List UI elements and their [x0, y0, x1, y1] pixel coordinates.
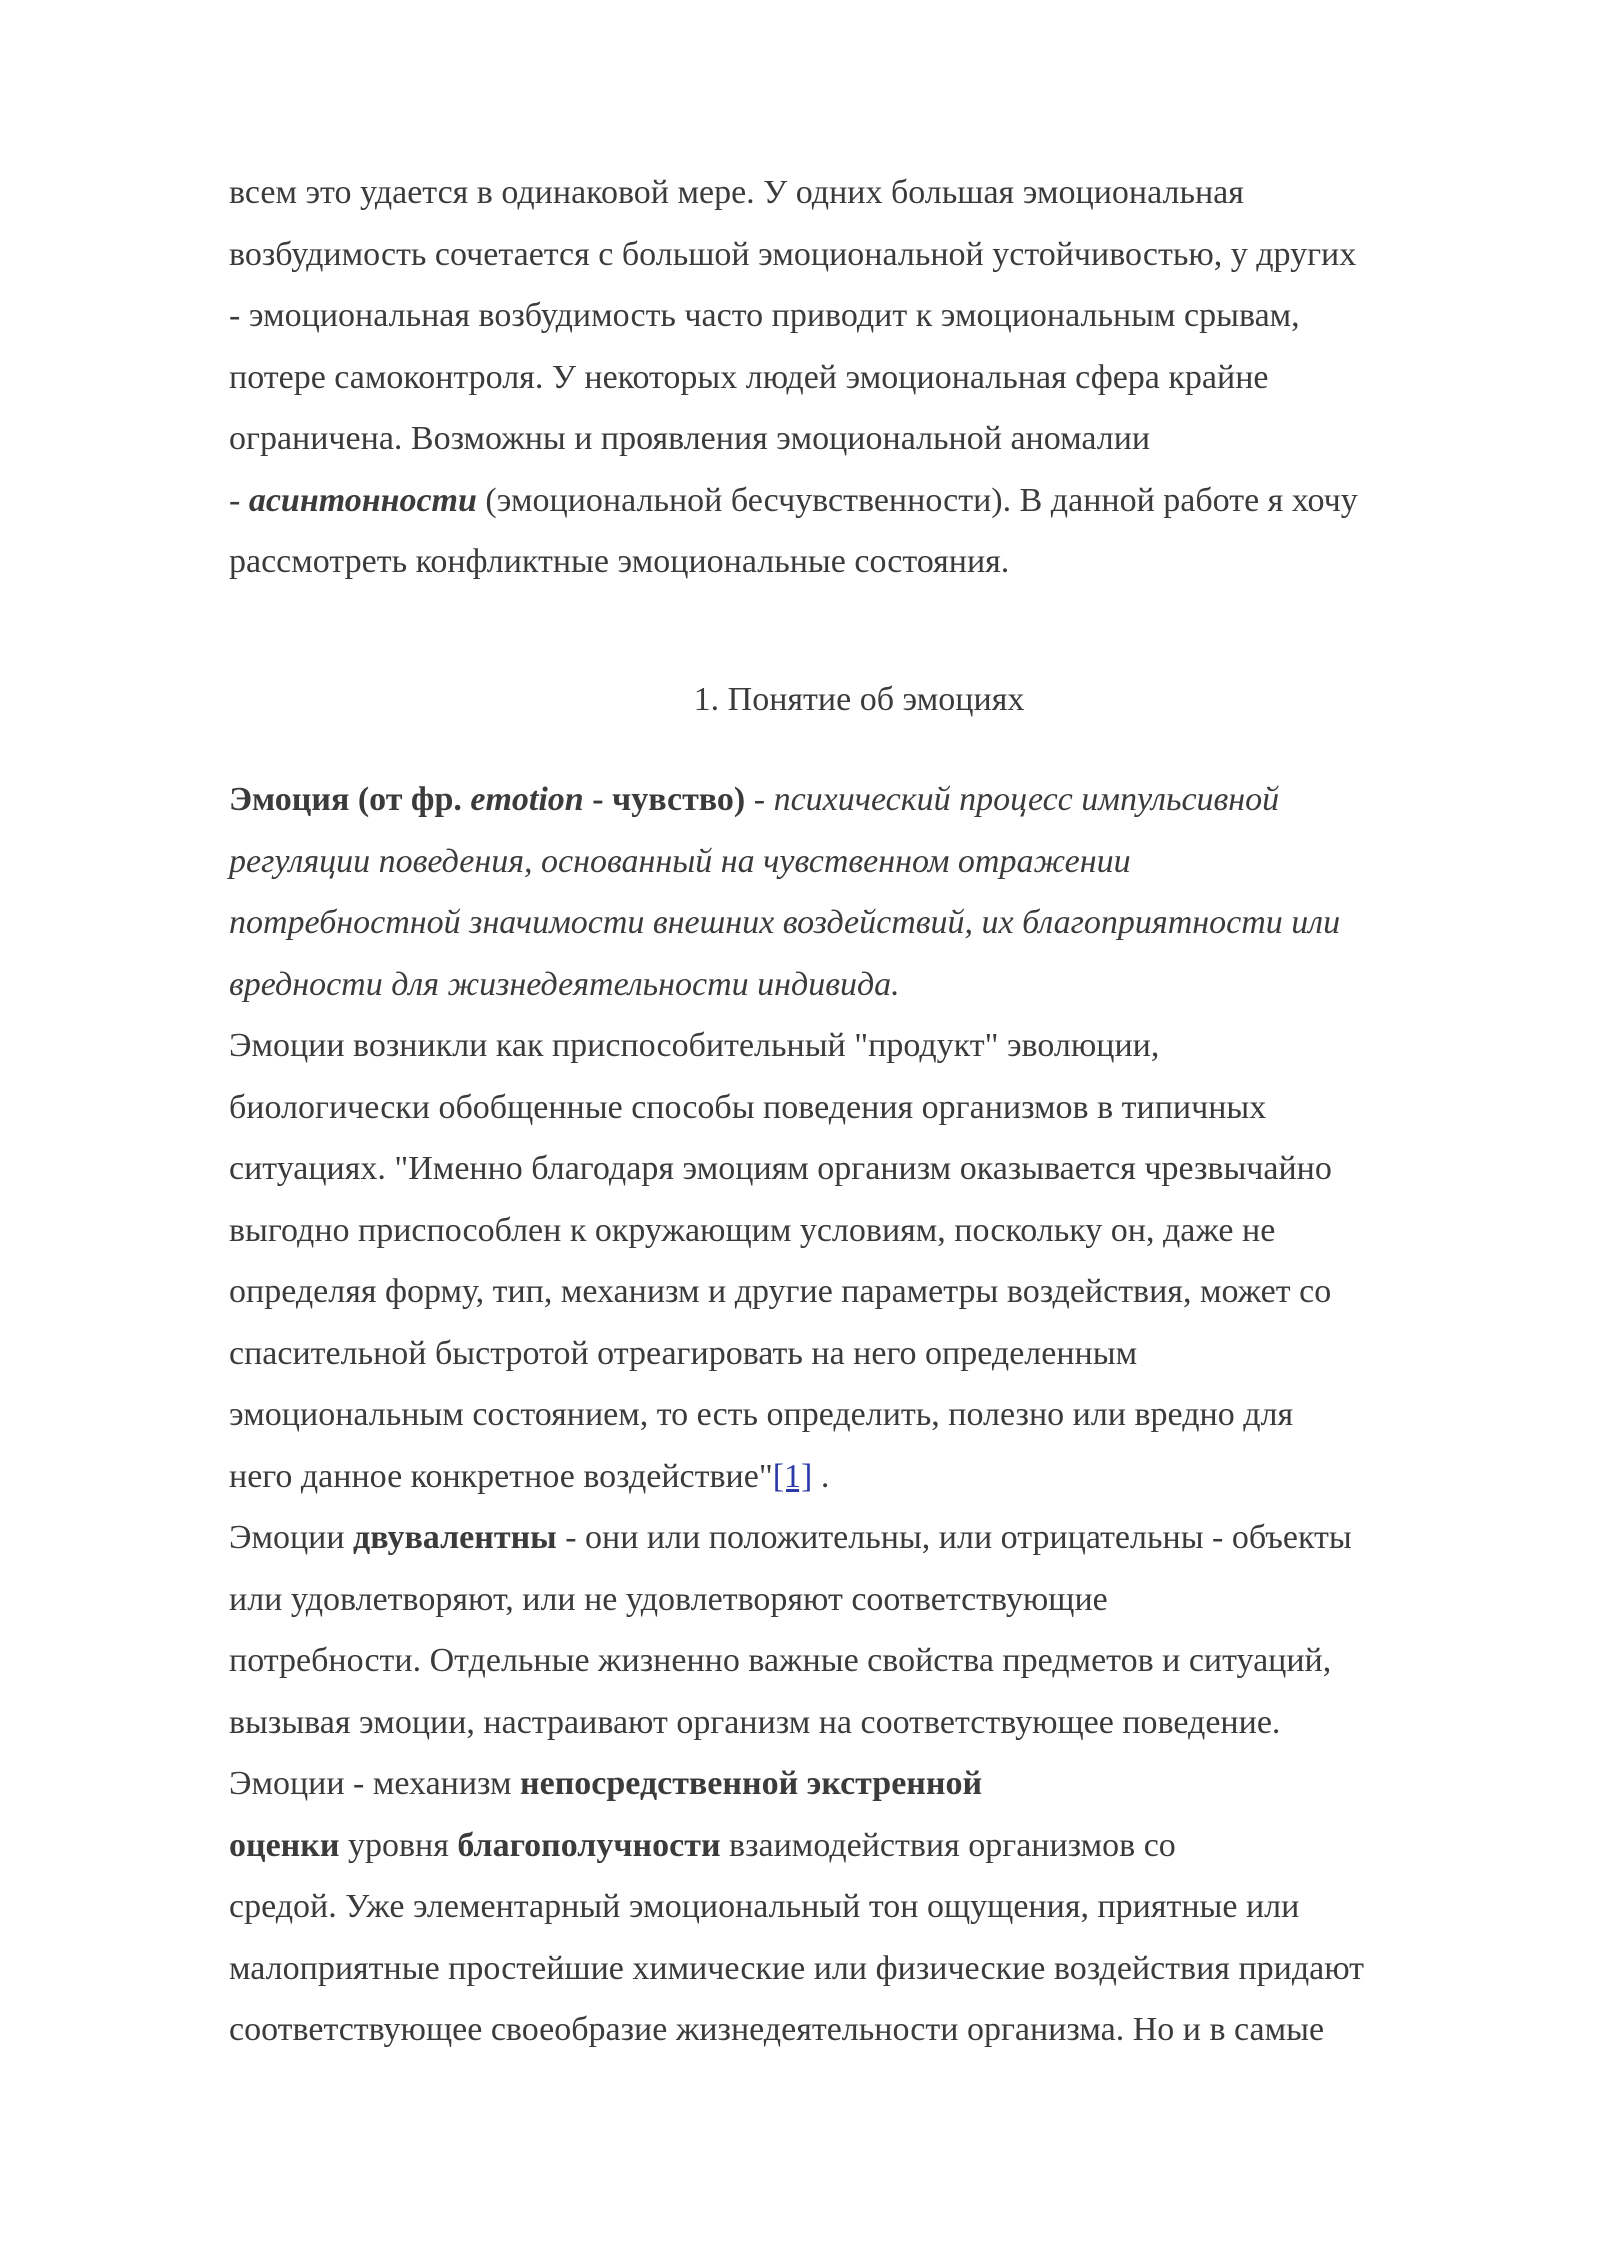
dash-text: - — [229, 481, 249, 519]
text-line: ситуациях. "Именно благодаря эмоциям организм оказывается чрезвычайно — [229, 1150, 1332, 1187]
footnote-link[interactable]: [1] — [772, 1457, 813, 1495]
text-fragment: - они или положительны, или отрицательны - объекты — [556, 1519, 1352, 1556]
text-line: потребности. Отдельные жизненно важные свойства предметов и ситуаций, — [229, 1642, 1332, 1679]
text-fragment: уровня — [339, 1826, 458, 1864]
text-line: средой. Уже элементарный эмоциональный тон ощущения, приятные или — [229, 1888, 1300, 1925]
text-fragment: взаимодействия организмов со — [720, 1826, 1176, 1864]
text-line: малоприятные простейшие химические или физические воздействия придают — [229, 1949, 1365, 1987]
text-line: эмоциональным состоянием, то есть определить, полезно или вредно для — [229, 1396, 1294, 1433]
text-line: определяя форму, тип, механизм и другие параметры воздействия, может со — [229, 1273, 1332, 1310]
text-line — [229, 769, 1529, 831]
text-line — [229, 1507, 1529, 1569]
dash-text: - — [745, 781, 774, 818]
term-immediate-emergency: непосредственной экстренной — [520, 1765, 983, 1802]
text-line: ограничена. Возможны и проявления эмоциональной аномалии — [229, 420, 1151, 457]
text-line: потере самоконтроля. У некоторых людей эмоциональная сфера крайне — [229, 358, 1269, 396]
text-line: вредности для жизнедеятельности индивида. — [229, 965, 900, 1003]
text-fragment: (эмоциональной бесчувственности). В данной работе я хочу — [476, 481, 1358, 519]
definition-text: психический процесс импульсивной — [773, 781, 1280, 818]
text-line: потребностной значимости внешних воздействий, их благоприятности или — [229, 904, 1341, 941]
text-fragment: него данное конкретное воздействие" — [229, 1457, 773, 1495]
text-line: соответствующее своеобразие жизнедеятельности организма. Но и в самые — [229, 2011, 1325, 2048]
text-fragment: Эмоции — [229, 1519, 354, 1556]
term-wellbeing: благополучности — [457, 1826, 721, 1864]
text-line: возбудимость сочетается с большой эмоциональной устойчивостью, у других — [229, 235, 1357, 273]
text-line: или удовлетворяют, или не удовлетворяют соответствующие — [229, 1580, 1108, 1618]
section-heading: 1. Понятие об эмоциях — [693, 680, 1025, 718]
text-line — [229, 1815, 1529, 1877]
term-emotion-foreign: emotion — [470, 781, 584, 818]
bivalent-paragraph — [229, 1507, 1529, 1753]
mechanism-paragraph — [229, 1753, 1529, 2061]
evolution-paragraph — [229, 1015, 1529, 1507]
term-emotion-b: - чувство) — [583, 781, 746, 818]
intro-paragraph — [229, 162, 1529, 593]
text-line: Эмоции возникли как приспособительный "продукт" эволюции, — [229, 1027, 1160, 1064]
term-emotion-a: Эмоция (от фр. — [229, 781, 471, 818]
text-line: биологически обобщенные способы поведения организмов в типичных — [229, 1088, 1267, 1126]
term-bivalent: двувалентны — [353, 1519, 557, 1556]
text-line: вызывая эмоции, настраивают организм на соответствующее поведение. — [229, 1703, 1281, 1741]
definition-paragraph — [229, 769, 1529, 1015]
text-line: регуляции поведения, основанный на чувственном отражении — [229, 842, 1131, 880]
term-asyntonia: асинтонности — [248, 481, 477, 519]
text-line — [229, 470, 1529, 532]
text-line: - эмоциональная возбудимость часто приводит к эмоциональным срывам, — [229, 297, 1300, 334]
text-line: всем это удается в одинаковой мере. У одних большая эмоциональная — [229, 174, 1244, 211]
text-line — [229, 1753, 1529, 1815]
text-line: выгодно приспособлен к окружающим условиям, поскольку он, даже не — [229, 1211, 1276, 1249]
text-line: рассмотреть конфликтные эмоциональные состояния. — [229, 543, 1010, 580]
text-fragment: Эмоции - механизм — [229, 1765, 521, 1802]
text-line — [229, 1446, 1529, 1508]
text-line: спасительной быстротой отреагировать на него определенным — [229, 1334, 1138, 1372]
document-page — [229, 162, 1529, 2061]
term-assessment: оценки — [229, 1826, 340, 1864]
text-fragment: . — [812, 1457, 830, 1495]
